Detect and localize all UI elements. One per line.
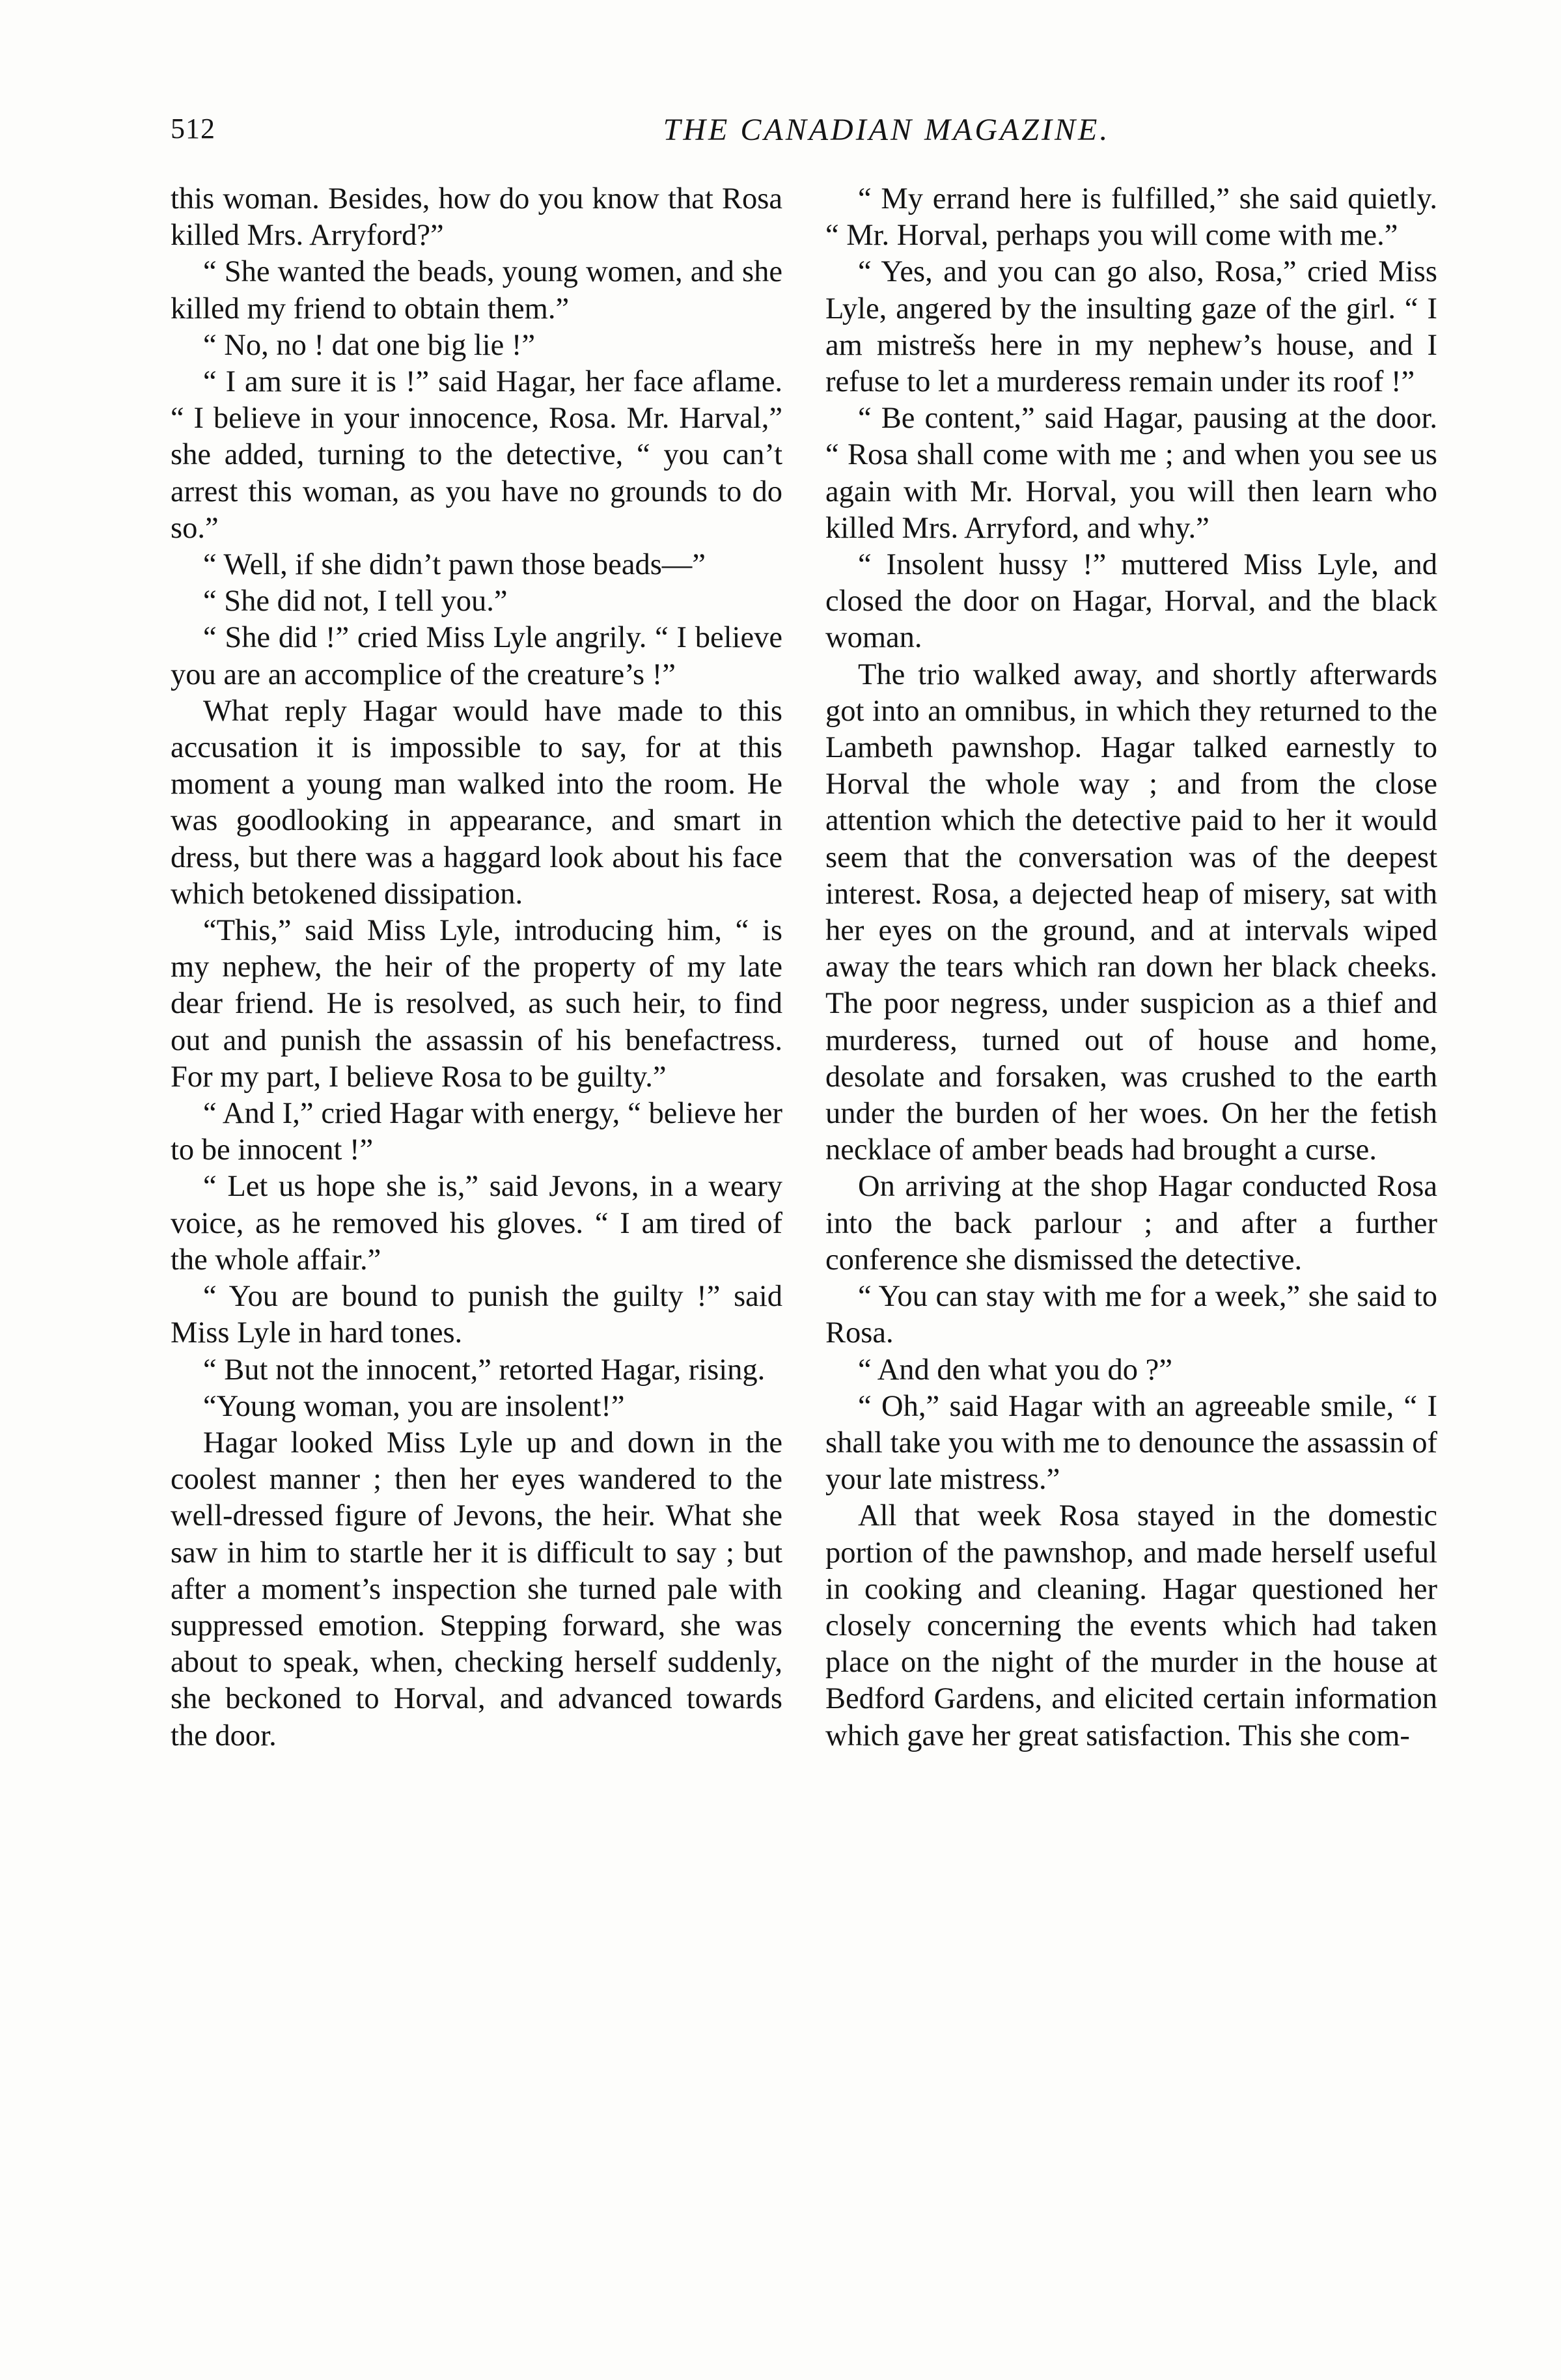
paragraph: “ She wanted the beads, young women, and she killed my friend to obtain them.” [171,255,782,325]
paragraph: “ And den what you do ?” [858,1353,1172,1387]
paragraph: All that week Rosa stayed in the domestic portion of the pawnshop, and made herself useful in cooking and cleaning. Hagar questioned her closely concerning the events which had taken place on the night of the murder in the house at Bedford Gardens, and elicited certain information which gave her great satisfaction. This she com- [825,1499,1437,1752]
paragraph: “ Insolent hussy !” muttered Miss Lyle, and closed the door on Hagar, Horval, and the black woman. [825,548,1437,655]
paragraph: “ Well, if she didn’t pawn those beads—” [203,548,706,582]
paragraph: “This,” said Miss Lyle, introducing him, “ is my nephew, the heir of the property of my late dear friend. He is resolved, as such heir, to find out and punish the assassin of his benefactress. For my part, I believe Rosa to be guilty.” [171,914,782,1094]
paragraph: The trio walked away, and shortly afterwards got into an omnibus, in which they returned to the Lambeth pawnshop. Hagar talked earnestly to Horval the whole way ; and from the close attention which the detective paid to her it would seem that the conversation was of the deepest interest. Rosa, a dejected heap of misery, sat with her eyes on the ground, and at intervals wiped away the tears which ran down her black cheeks. The poor negress, under suspicion as a thief and murderess, turned out of house and home, desolate and forsaken, was crushed to the earth under the burden of her woes. On her the fetish necklace of amber beads had brought a curse. [825,657,1437,1167]
paragraph: “ She did !” cried Miss Lyle angrily. “ I believe you are an accomplice of the creature’s !” [171,621,782,691]
paragraph: “ No, no ! dat one big lie !” [203,328,536,362]
paragraph: “ Oh,” said Hagar with an agreeable smile, “ I shall take you with me to denounce the assassin of your late mistress.” [825,1389,1437,1497]
paragraph: “ Let us hope she is,” said Jevons, in a weary voice, as he removed his gloves. “ I am tired of the whole affair.” [171,1170,782,1277]
paragraph: “ But not the innocent,” retorted Hagar, rising. [203,1353,766,1387]
right-column [825,181,1437,1754]
paragraph: What reply Hagar would have made to this accusation it is impossible to say, for at this moment a young man walked into the room. He was goodlooking in appearance, and smart in dress, but there was a haggard look about his face which betokened dissipation. [171,694,782,911]
paragraph: On arriving at the shop Hagar conducted Rosa into the back parlour ; and after a further conference she dismissed the detective. [825,1170,1437,1277]
paragraph: “ She did not, I tell you.” [203,585,508,618]
page-number: 512 [171,113,215,145]
paragraph: “ I am sure it is !” said Hagar, her face aflame. “ I believe in your innocence, Rosa. Mr. Harval,” she added, turning to the detective, “ you can’t arrest this woman, as you have no grounds to do so.” [171,365,782,545]
paragraph: Hagar looked Miss Lyle up and down in the coolest manner ; then her eyes wandered to the well-dressed figure of Jevons, the heir. What she saw in him to startle her it is difficult to say ; but after a moment’s inspection she turned pale with suppressed emotion. Stepping forward, she was about to speak, when, checking herself suddenly, she beckoned to Horval, and advanced towards the door. [171,1426,782,1752]
paragraph: “ You can stay with me for a week,” she said to Rosa. [825,1280,1437,1350]
page-header [171,112,1446,151]
left-column [171,181,782,1754]
paragraph: “Young woman, you are insolent!” [203,1389,625,1423]
paragraph: “ Be content,” said Hagar, pausing at the door. “ Rosa shall come with me ; and when you see us again with Mr. Horval, you will then learn who killed Mrs. Arryford, and why.” [825,402,1437,545]
paragraph: “ You are bound to punish the guilty !” said Miss Lyle in hard tones. [171,1280,782,1350]
paragraph: “ And I,” cried Hagar with energy, “ believe her to be innocent !” [171,1097,782,1167]
paragraph: “ Yes, and you can go also, Rosa,” cried Miss Lyle, angered by the insulting gaze of the girl. “ I am mistrešs here in my nephew’s house, and I refuse to let a murderess remain under its roof !” [825,255,1437,399]
running-title: THE CANADIAN MAGAZINE. [663,113,1111,147]
paragraph: “ My errand here is fulfilled,” she said quietly. “ Mr. Horval, perhaps you will come with me.” [825,182,1437,253]
paragraph: this woman. Besides, how do you know that Rosa killed Mrs. Arryford?” [171,182,782,253]
